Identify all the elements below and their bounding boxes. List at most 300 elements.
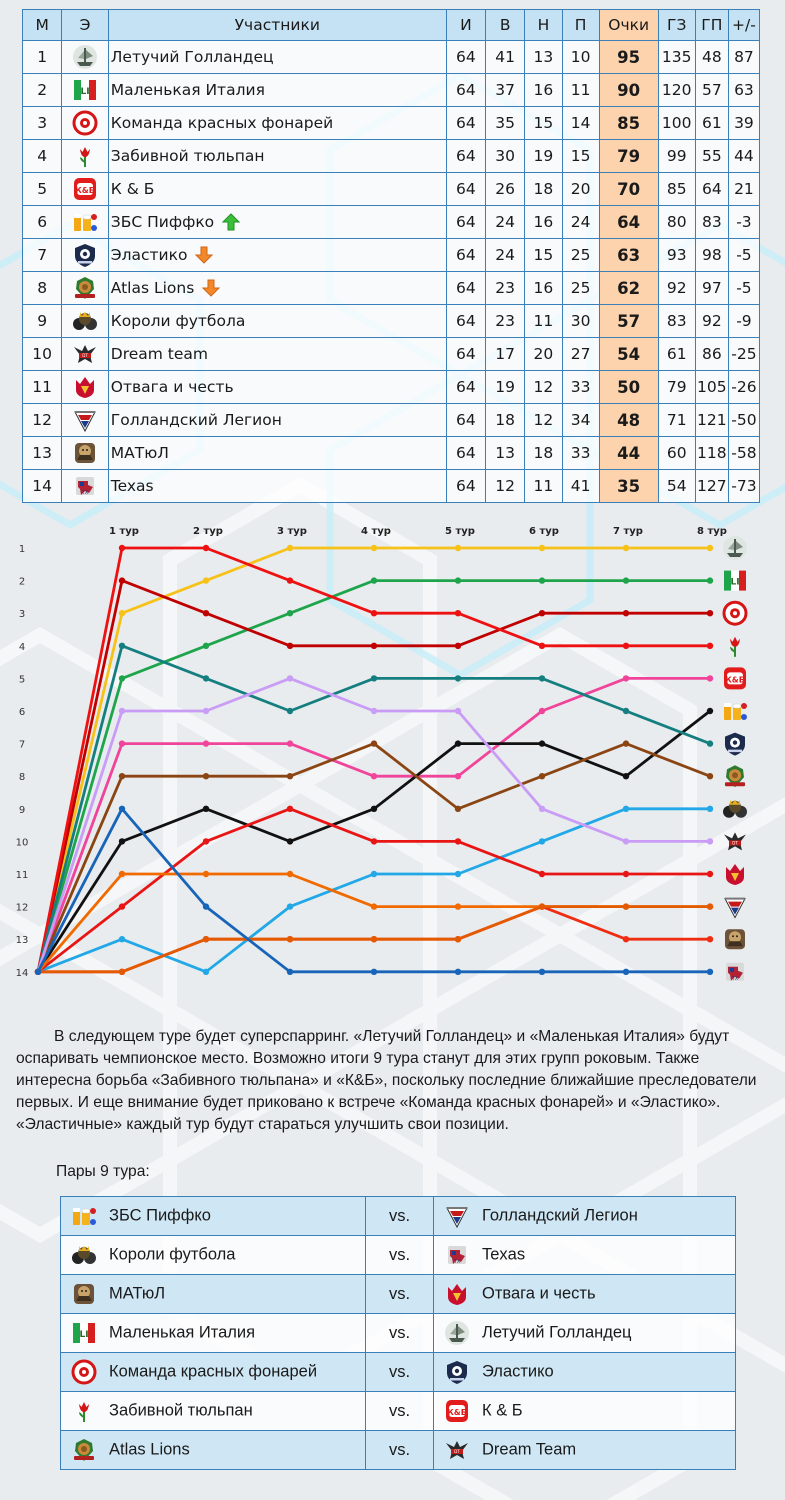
- header-points: Очки: [599, 10, 658, 41]
- data-point: [455, 936, 461, 942]
- data-point: [707, 773, 713, 779]
- cell-pos: 1: [23, 41, 62, 74]
- data-point: [455, 675, 461, 681]
- cell-pos: 14: [23, 470, 62, 503]
- data-point: [455, 838, 461, 844]
- arrow-down-icon: [202, 279, 220, 297]
- data-point: [455, 545, 461, 551]
- data-point: [119, 806, 125, 812]
- cell-diff: 63: [728, 74, 759, 107]
- cell-gf: 80: [658, 206, 695, 239]
- data-point: [707, 610, 713, 616]
- data-point: [707, 643, 713, 649]
- cell-points: 35: [599, 470, 658, 503]
- header-ga: ГП: [695, 10, 728, 41]
- x-tick-label: 5 тур: [445, 526, 475, 537]
- data-point: [455, 610, 461, 616]
- kb-logo-icon: [72, 176, 98, 202]
- cell-team: [108, 173, 446, 206]
- data-point: [203, 773, 209, 779]
- data-point: [119, 675, 125, 681]
- cell-played: 64: [446, 305, 485, 338]
- pair-home-name: Команда красных фонарей: [109, 1362, 318, 1381]
- data-point: [287, 610, 293, 616]
- article-paragraph: В следующем туре будет суперспарринг. «Летучий Голландец» и «Маленькая Италия» будут оспаривать чемпионское место. Возможно итоги 9 тура станут для этих групп роковым. Также интересна борьба «Забивного тюльпана» и «К&Б», поскольку последние ближайшие преследователи первых. И еще внимание будет приковано к встрече «Команда красных фонарей» и «Эластико». «Эластичные» каждый тур будут стараться улучшить свои позиции.: [16, 1028, 757, 1133]
- table-row: [23, 470, 760, 503]
- team-name: Эластико: [110, 245, 188, 264]
- table-row: [23, 272, 760, 305]
- data-point: [203, 675, 209, 681]
- pair-vs: vs.: [366, 1431, 434, 1470]
- cell-gf: 54: [658, 470, 695, 503]
- team-name: МАТюЛ: [110, 444, 169, 462]
- cell-played: 64: [446, 41, 485, 74]
- team-name: Отвага и честь: [110, 378, 234, 396]
- cell-points: 90: [599, 74, 658, 107]
- x-tick-label: 1 тур: [109, 526, 139, 537]
- pair-home-name: МАТюЛ: [109, 1284, 166, 1303]
- pair-away-name: Эластико: [482, 1362, 554, 1381]
- y-tick-label: 5: [18, 674, 26, 686]
- cell-won: 41: [486, 41, 525, 74]
- arrow-down-icon: [195, 246, 213, 264]
- x-tick-label: 3 тур: [277, 526, 307, 537]
- data-point: [287, 545, 293, 551]
- pair-row: [61, 1431, 736, 1470]
- data-point: [707, 936, 713, 942]
- data-point: [455, 871, 461, 877]
- cell-emblem: [62, 371, 109, 404]
- cell-diff: 44: [728, 140, 759, 173]
- data-point: [203, 969, 209, 975]
- cell-gf: 120: [658, 74, 695, 107]
- cell-ga: 98: [695, 239, 728, 272]
- cell-diff: -3: [728, 206, 759, 239]
- pair-away-name: Голландский Легион: [482, 1206, 638, 1225]
- cell-points: 70: [599, 173, 658, 206]
- cell-emblem: [62, 470, 109, 503]
- header-diff: +/-: [728, 10, 759, 41]
- header-team: Участники: [108, 10, 446, 41]
- cell-ga: 105: [695, 371, 728, 404]
- pair-vs: vs.: [366, 1392, 434, 1431]
- data-point: [119, 545, 125, 551]
- data-point: [203, 708, 209, 714]
- data-point: [707, 675, 713, 681]
- svg-text:К&Б: К&Б: [447, 1408, 467, 1417]
- data-point: [539, 838, 545, 844]
- header-emblem: Э: [62, 10, 109, 41]
- cell-ga: 48: [695, 41, 728, 74]
- cell-pos: 12: [23, 404, 62, 437]
- table-row: [23, 107, 760, 140]
- data-point: [455, 969, 461, 975]
- elastico-logo-icon: [725, 733, 745, 756]
- data-point: [371, 740, 377, 746]
- data-point: [203, 806, 209, 812]
- cell-ga: 86: [695, 338, 728, 371]
- cell-lost: 11: [562, 74, 599, 107]
- cell-emblem: [62, 305, 109, 338]
- ghost-ship-logo-icon: [723, 536, 747, 560]
- pair-row: [61, 1392, 736, 1431]
- cell-diff: -5: [728, 239, 759, 272]
- courage-logo-icon: [726, 864, 744, 885]
- pair-row: [61, 1236, 736, 1275]
- cell-points: 95: [599, 41, 658, 74]
- data-point: [539, 740, 545, 746]
- table-row: [23, 305, 760, 338]
- cell-drawn: 16: [525, 272, 562, 305]
- data-point: [371, 643, 377, 649]
- data-point: [455, 643, 461, 649]
- standings-table: [22, 9, 760, 503]
- data-point: [539, 806, 545, 812]
- cell-gf: 99: [658, 140, 695, 173]
- cell-ga: 83: [695, 206, 728, 239]
- cell-pos: 5: [23, 173, 62, 206]
- x-tick-label: 6 тур: [529, 526, 559, 537]
- cell-gf: 135: [658, 41, 695, 74]
- y-tick-label: 10: [15, 837, 29, 849]
- cell-played: 64: [446, 239, 485, 272]
- cell-diff: 39: [728, 107, 759, 140]
- cell-diff: -25: [728, 338, 759, 371]
- pairs-table: [60, 1196, 736, 1470]
- cell-diff: 87: [728, 41, 759, 74]
- cell-played: 64: [446, 371, 485, 404]
- data-point: [119, 577, 125, 583]
- data-point: [287, 643, 293, 649]
- cell-emblem: [62, 437, 109, 470]
- team-name: Команда красных фонарей: [110, 114, 334, 132]
- cell-emblem: [62, 404, 109, 437]
- series-line: [38, 678, 710, 971]
- header-pos: М: [23, 10, 62, 41]
- data-point: [119, 708, 125, 714]
- data-point: [623, 773, 629, 779]
- cell-played: 64: [446, 404, 485, 437]
- cell-won: 24: [486, 239, 525, 272]
- data-point: [539, 708, 545, 714]
- data-point: [623, 936, 629, 942]
- data-point: [371, 903, 377, 909]
- x-tick-label: 8 тур: [697, 526, 727, 537]
- cell-diff: -9: [728, 305, 759, 338]
- pair-away: [434, 1431, 736, 1470]
- data-point: [287, 871, 293, 877]
- table-row: [23, 173, 760, 206]
- cell-drawn: 18: [525, 173, 562, 206]
- cell-played: 64: [446, 140, 485, 173]
- data-point: [455, 903, 461, 909]
- pair-home: [61, 1392, 366, 1431]
- cell-lost: 25: [562, 239, 599, 272]
- courage-logo-icon: [72, 374, 98, 400]
- data-point: [623, 969, 629, 975]
- header-played: И: [446, 10, 485, 41]
- cell-played: 64: [446, 437, 485, 470]
- y-tick-label: 4: [18, 641, 26, 653]
- cell-team: [108, 437, 446, 470]
- cell-team: [108, 239, 446, 272]
- team-name: Забивной тюльпан: [110, 147, 265, 165]
- pair-vs: vs.: [366, 1236, 434, 1275]
- y-tick-label: 11: [15, 870, 29, 881]
- kb-logo-icon: [444, 1398, 470, 1424]
- cell-played: 64: [446, 338, 485, 371]
- data-point: [35, 969, 41, 975]
- cell-gf: 85: [658, 173, 695, 206]
- cell-played: 64: [446, 272, 485, 305]
- cell-ga: 127: [695, 470, 728, 503]
- little-italy-logo-icon: [71, 1320, 97, 1346]
- cell-team: [108, 107, 446, 140]
- table-header-row: [23, 10, 760, 41]
- cell-drawn: 15: [525, 239, 562, 272]
- courage-logo-icon: [444, 1281, 470, 1307]
- beer-logo-icon: [71, 1203, 97, 1229]
- data-point: [119, 610, 125, 616]
- y-tick-label: 14: [15, 967, 29, 979]
- y-tick-label: 8: [18, 772, 26, 784]
- tulip-logo-icon: [71, 1398, 97, 1424]
- data-point: [539, 903, 545, 909]
- y-tick-label: 1: [18, 544, 26, 555]
- data-point: [203, 643, 209, 649]
- data-point: [539, 871, 545, 877]
- cell-emblem: [62, 107, 109, 140]
- pair-home-name: Маленькая Италия: [109, 1323, 256, 1342]
- data-point: [119, 936, 125, 942]
- cell-diff: -50: [728, 404, 759, 437]
- dutch-legion-logo-icon: [725, 898, 745, 918]
- data-point: [371, 708, 377, 714]
- data-point: [203, 610, 209, 616]
- data-point: [287, 740, 293, 746]
- cell-emblem: [62, 272, 109, 305]
- team-name: Маленькая Италия: [110, 81, 265, 99]
- cell-points: 85: [599, 107, 658, 140]
- data-point: [287, 675, 293, 681]
- data-point: [119, 871, 125, 877]
- cell-played: 64: [446, 206, 485, 239]
- cell-drawn: 16: [525, 206, 562, 239]
- data-point: [707, 903, 713, 909]
- data-point: [371, 675, 377, 681]
- cell-emblem: [62, 338, 109, 371]
- kings-logo-icon: [71, 1242, 97, 1268]
- pair-home: [61, 1236, 366, 1275]
- cell-won: 37: [486, 74, 525, 107]
- cell-diff: -58: [728, 437, 759, 470]
- pairs-title: Пары 9 тура:: [56, 1163, 150, 1180]
- cell-won: 30: [486, 140, 525, 173]
- table-row: [23, 140, 760, 173]
- svg-text:TX: TX: [731, 975, 739, 982]
- cell-emblem: [62, 239, 109, 272]
- cell-pos: 10: [23, 338, 62, 371]
- matyul-logo-icon: [71, 1281, 97, 1307]
- pair-vs: vs.: [366, 1275, 434, 1314]
- red-lantern-logo-icon: [724, 602, 746, 624]
- cell-points: 48: [599, 404, 658, 437]
- data-point: [371, 545, 377, 551]
- data-point: [203, 577, 209, 583]
- pair-home: [61, 1353, 366, 1392]
- cell-pos: 3: [23, 107, 62, 140]
- data-point: [707, 545, 713, 551]
- pair-away: [434, 1197, 736, 1236]
- pair-row: [61, 1314, 736, 1353]
- cell-ga: 57: [695, 74, 728, 107]
- cell-won: 19: [486, 371, 525, 404]
- cell-team: [108, 74, 446, 107]
- data-point: [371, 969, 377, 975]
- cell-won: 23: [486, 272, 525, 305]
- cell-gf: 92: [658, 272, 695, 305]
- cell-played: 64: [446, 74, 485, 107]
- matyul-logo-icon: [725, 929, 745, 949]
- cell-points: 64: [599, 206, 658, 239]
- svg-text:TX: TX: [453, 1259, 461, 1265]
- table-row: [23, 371, 760, 404]
- data-point: [707, 838, 713, 844]
- data-point: [371, 936, 377, 942]
- cell-pos: 6: [23, 206, 62, 239]
- cell-team: [108, 470, 446, 503]
- tulip-logo-icon: [730, 637, 740, 657]
- cell-played: 64: [446, 173, 485, 206]
- pair-home-name: ЗБС Пиффко: [109, 1206, 211, 1225]
- data-point: [203, 903, 209, 909]
- data-point: [623, 708, 629, 714]
- cell-lost: 41: [562, 470, 599, 503]
- cell-drawn: 16: [525, 74, 562, 107]
- team-name: Короли футбола: [110, 312, 246, 330]
- data-point: [119, 740, 125, 746]
- team-name: Atlas Lions: [110, 278, 195, 297]
- team-name: Dream team: [110, 345, 209, 363]
- table-row: [23, 74, 760, 107]
- cell-gf: 93: [658, 239, 695, 272]
- pair-away-name: К & Б: [482, 1401, 523, 1420]
- cell-team: [108, 305, 446, 338]
- cell-points: 63: [599, 239, 658, 272]
- data-point: [707, 577, 713, 583]
- cell-points: 79: [599, 140, 658, 173]
- cell-drawn: 19: [525, 140, 562, 173]
- pair-away: [434, 1392, 736, 1431]
- cell-drawn: 20: [525, 338, 562, 371]
- cell-ga: 64: [695, 173, 728, 206]
- pair-vs: vs.: [366, 1197, 434, 1236]
- cell-pos: 13: [23, 437, 62, 470]
- cell-drawn: 12: [525, 371, 562, 404]
- pair-away-name: Texas: [482, 1245, 526, 1264]
- pair-vs: vs.: [366, 1314, 434, 1353]
- dream-team-logo-icon: [444, 1437, 470, 1463]
- cell-team: [108, 371, 446, 404]
- data-point: [203, 871, 209, 877]
- pair-away: [434, 1275, 736, 1314]
- cell-gf: 100: [658, 107, 695, 140]
- cell-lost: 10: [562, 41, 599, 74]
- cell-drawn: 18: [525, 437, 562, 470]
- pair-home: [61, 1314, 366, 1353]
- cell-emblem: [62, 41, 109, 74]
- cell-team: [108, 404, 446, 437]
- cell-pos: 9: [23, 305, 62, 338]
- data-point: [707, 740, 713, 746]
- cell-team: [108, 140, 446, 173]
- data-point: [371, 838, 377, 844]
- team-name: ЗБС Пиффко: [110, 212, 215, 231]
- data-point: [287, 969, 293, 975]
- y-tick-label: 3: [18, 609, 26, 621]
- data-point: [119, 773, 125, 779]
- little-italy-logo-icon: [72, 77, 98, 103]
- cell-diff: 21: [728, 173, 759, 206]
- svg-text:К&Б: К&Б: [725, 675, 745, 685]
- pair-row: [61, 1197, 736, 1236]
- cell-lost: 27: [562, 338, 599, 371]
- table-row: [23, 41, 760, 74]
- pair-row: [61, 1275, 736, 1314]
- cell-team: [108, 41, 446, 74]
- y-tick-label: 9: [18, 804, 26, 816]
- atlas-lions-logo-icon: [725, 765, 745, 787]
- cell-lost: 33: [562, 371, 599, 404]
- cell-won: 35: [486, 107, 525, 140]
- cell-gf: 79: [658, 371, 695, 404]
- y-tick-label: 2: [18, 576, 26, 588]
- y-tick-label: 7: [18, 739, 26, 751]
- pair-home-name: Короли футбола: [109, 1245, 236, 1264]
- cell-ga: 61: [695, 107, 728, 140]
- series-line: [38, 678, 710, 971]
- cell-lost: 33: [562, 437, 599, 470]
- team-name: Texas: [110, 477, 154, 495]
- data-point: [623, 610, 629, 616]
- data-point: [371, 806, 377, 812]
- data-point: [539, 675, 545, 681]
- data-point: [455, 708, 461, 714]
- texas-logo-icon: [726, 963, 744, 982]
- cell-points: 44: [599, 437, 658, 470]
- elastico-logo-icon: [444, 1359, 470, 1385]
- cell-lost: 25: [562, 272, 599, 305]
- cell-points: 50: [599, 371, 658, 404]
- data-point: [287, 806, 293, 812]
- series-line: [38, 809, 710, 972]
- matyul-logo-icon: [72, 440, 98, 466]
- cell-diff: -5: [728, 272, 759, 305]
- team-name: Летучий Голландец: [110, 48, 274, 66]
- data-point: [287, 936, 293, 942]
- header-won: В: [486, 10, 525, 41]
- pair-away: [434, 1236, 736, 1275]
- cell-drawn: 12: [525, 404, 562, 437]
- data-point: [371, 871, 377, 877]
- cell-played: 64: [446, 470, 485, 503]
- data-point: [623, 675, 629, 681]
- table-row: [23, 206, 760, 239]
- data-point: [623, 545, 629, 551]
- pair-home: [61, 1197, 366, 1236]
- table-row: [23, 338, 760, 371]
- cell-ga: 97: [695, 272, 728, 305]
